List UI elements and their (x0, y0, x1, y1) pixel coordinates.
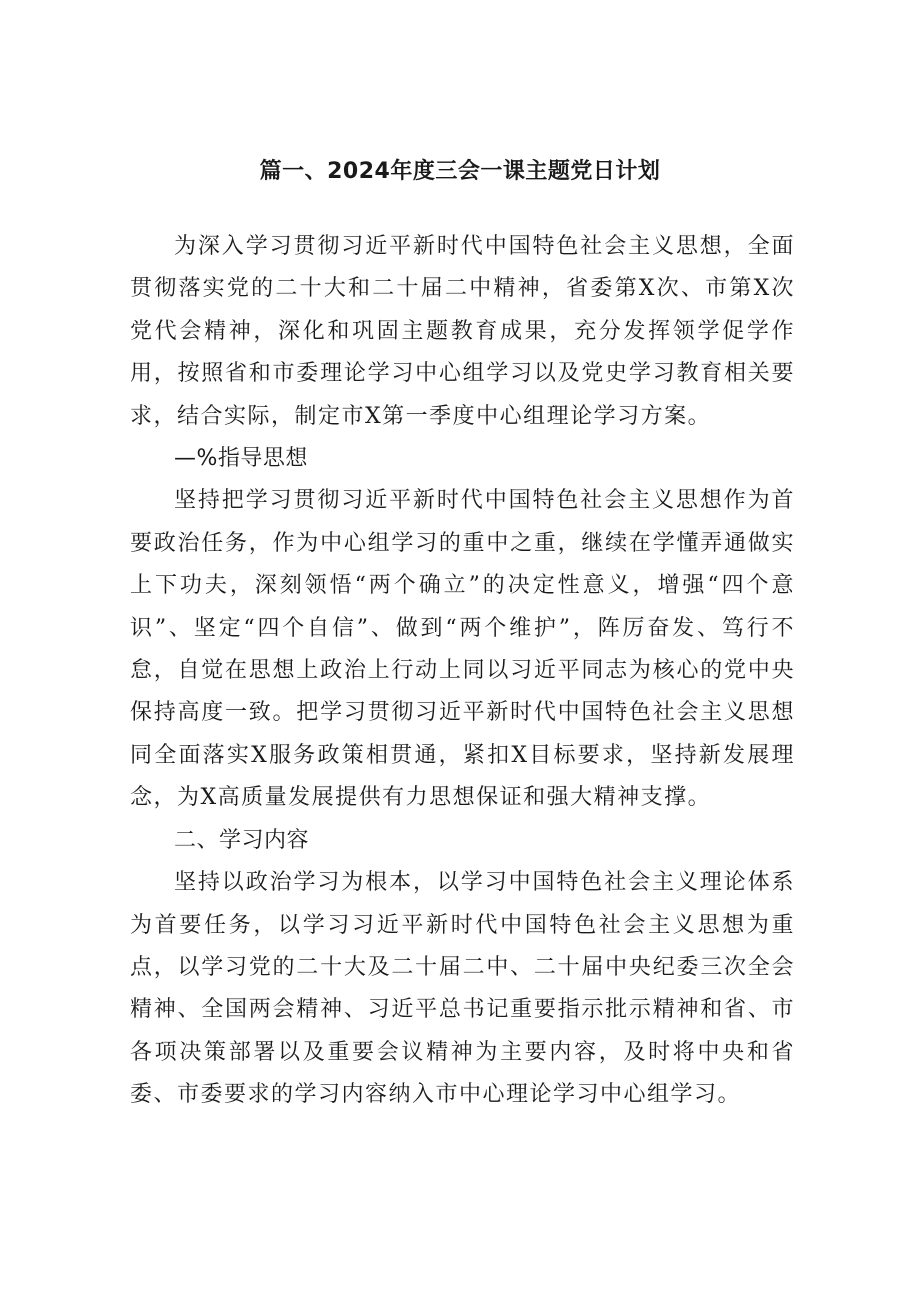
section-heading-study-content: 二、学习内容 (174, 827, 310, 853)
study-content-paragraph: 坚持以政治学习为根本，以学习中国特色社会主义理论体系为首要任务，以学习习近平新时代中国特色社会主义思想为重点，以学习党的二十大及二十届二中、二十届中央纪委三次全会精神、全国两会精神、习近平总书记重要指示批示精神和省、市各项决策部署以及重要会议精神为主要内容，及时将中央和省委、市委要求的学习内容纳入市中心理论学习中心组学习。 (130, 870, 795, 1108)
document-body (130, 226, 795, 1117)
document-title: 篇一、2024年度三会一课主题党日计划 (259, 159, 661, 184)
intro-paragraph: 为深入学习贯彻习近平新时代中国特色社会主义思想，全面贯彻落实党的二十大和二十届二中精神，省委第X次、市第X次党代会精神，深化和巩固主题教育成果，充分发挥领学促学作用，按照省和市委理论学习中心组学习以及党史学习教育相关要求，结合实际，制定市X第一季度中心组理论学习方案。 (130, 234, 795, 429)
guiding-ideology-paragraph: 坚持把学习贯彻习近平新时代中国特色社会主义思想作为首要政治任务，作为中心组学习的重中之重，继续在学懂弄通做实上下功夫，深刻领悟“两个确立”的决定性意义，增强“四个意识”、坚定“四个自信”、做到“两个维护”，阵厉奋发、笃行不怠，自觉在思想上政治上行动上同以习近平同志为核心的党中央保持高度一致。把学习贯彻习近平新时代中国特色社会主义思想同全面落实X服务政策相贯通，紧扣X目标要求，坚持新发展理念，为X高质量发展提供有力思想保证和强大精神支撑。 (130, 488, 795, 811)
section-heading-guiding-ideology: —%指导思想 (174, 446, 308, 472)
